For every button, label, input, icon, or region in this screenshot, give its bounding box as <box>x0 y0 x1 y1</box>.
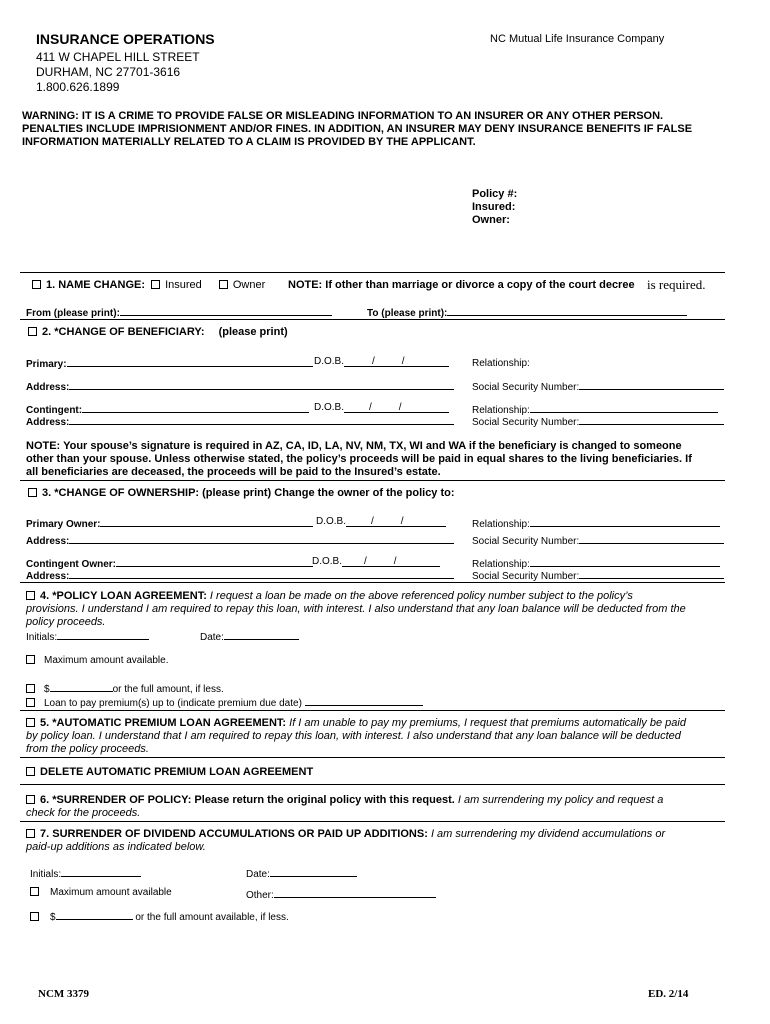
section-divider <box>20 757 725 758</box>
relationship-label: Relationship: <box>472 519 530 530</box>
dividend-amount-row <box>30 909 289 923</box>
loan-max-row <box>26 655 169 666</box>
contingent-owner-label: Contingent Owner: <box>26 559 116 570</box>
apl-line-2: by policy loan. I understand that I am required to repay this loan, with interest. I also understand that any loan balance will be deducted <box>26 730 681 742</box>
loan-premium-checkbox[interactable] <box>26 698 35 707</box>
loan-initials-field[interactable] <box>57 629 149 640</box>
from-name-row <box>26 305 332 319</box>
loan-agreement-text: I request a loan be made on the above referenced policy number subject to the policy’s <box>209 590 633 602</box>
address-label: Address: <box>26 536 70 547</box>
relationship-label: Relationship: <box>472 405 530 416</box>
owner-label: Owner: <box>472 214 510 226</box>
ssn-label: Social Security Number: <box>472 536 580 547</box>
section-divider <box>20 582 725 583</box>
warning-line-2: PENALTIES INCLUDE IMPRISIONMENT AND/OR FINES. IN ADDITION, AN INSURER MAY DENY INSURANCE BENEFITS IF FALSE <box>22 123 693 135</box>
contingent-owner-relationship-field[interactable] <box>530 556 720 567</box>
dividend-max-checkbox[interactable] <box>30 887 39 896</box>
contingent-address-field[interactable] <box>69 414 454 425</box>
ownership-heading <box>28 487 455 499</box>
primary-row <box>26 356 313 370</box>
section-divider <box>20 272 725 273</box>
phone-number: 1.800.626.1899 <box>36 80 120 94</box>
premium-due-date-field[interactable] <box>305 695 423 706</box>
primary-label: Primary: <box>26 359 67 370</box>
dob-label: D.O.B. <box>316 516 347 527</box>
warning-line-1: WARNING: IT IS A CRIME TO PROVIDE FALSE OR MISLEADING INFORMATION TO AN INSURER OR ANY OTHER PERSON. <box>22 110 664 122</box>
contingent-owner-address-row <box>26 568 454 582</box>
owner-ssn-field[interactable] <box>579 533 724 544</box>
contingent-owner-dob-field[interactable]: / / <box>342 556 440 567</box>
dividend-amount-field[interactable] <box>56 909 133 920</box>
owner-option-label: Owner <box>232 279 266 291</box>
dividend-other-row <box>246 887 436 901</box>
apl-line-1 <box>26 717 686 729</box>
contingent-owner-field[interactable] <box>116 556 313 567</box>
primary-address-row <box>26 379 454 393</box>
loan-amount-row <box>26 681 224 695</box>
loan-amount-checkbox[interactable] <box>26 684 35 693</box>
dob-label: D.O.B. <box>312 556 343 567</box>
contingent-field[interactable] <box>82 402 309 413</box>
name-change-title: 1. NAME CHANGE: <box>46 279 146 291</box>
surrender-title: 6. *SURRENDER OF POLICY: Please return the original policy with this request. <box>40 794 455 806</box>
section-divider <box>20 480 725 481</box>
address-line-2: DURHAM, NC 27701-3616 <box>36 65 181 79</box>
contingent-label: Contingent: <box>26 405 83 416</box>
dividend-date-row <box>246 866 357 880</box>
primary-field[interactable] <box>67 356 313 367</box>
form-edition: ED. 2/14 <box>648 988 689 1000</box>
loan-premium-row <box>26 695 423 709</box>
contingent-owner-ssn-row <box>472 568 724 582</box>
to-name-row <box>367 305 687 319</box>
loan-agreement-line-1 <box>26 590 633 602</box>
contingent-ssn-field[interactable] <box>579 414 724 425</box>
warning-line-3: INFORMATION MATERIALLY RELATED TO A CLAIM IS PROVIDED BY THE APPLICANT. <box>22 136 476 148</box>
delete-apl-label: DELETE AUTOMATIC PREMIUM LOAN AGREEMENT <box>40 766 314 778</box>
owner-relationship-field[interactable] <box>530 516 720 527</box>
loan-agreement-line-3: policy proceeds. <box>26 616 106 628</box>
relationship-label: Relationship: <box>472 559 530 570</box>
owner-dob-row <box>316 516 446 527</box>
court-decree-note-tail: is required. <box>647 277 706 292</box>
dividend-line-1 <box>26 828 665 840</box>
please-print-label: (please print) <box>218 326 288 338</box>
owner-address-field[interactable] <box>69 533 454 544</box>
ssn-label: Social Security Number: <box>472 571 580 582</box>
loan-amount-field[interactable] <box>50 681 113 692</box>
address-label: Address: <box>26 382 70 393</box>
dividend-checkbox[interactable] <box>26 829 35 838</box>
form-number: NCM 3379 <box>38 988 90 1000</box>
delete-apl-checkbox[interactable] <box>26 767 35 776</box>
from-name-field[interactable] <box>120 305 332 316</box>
section-divider <box>20 710 725 711</box>
dob-label: D.O.B. <box>314 402 345 413</box>
dividend-other-field[interactable] <box>274 887 436 898</box>
name-change-row <box>32 279 265 291</box>
ownership-title: 3. *CHANGE OF OWNERSHIP: (please print) Change the owner of the policy to: <box>42 487 455 499</box>
form-title: INSURANCE OPERATIONS <box>36 31 215 47</box>
surrender-line-1 <box>26 794 663 806</box>
contingent-dob-row <box>314 402 449 413</box>
date-label: Date: <box>200 632 224 643</box>
owner-address-row <box>26 533 454 547</box>
contingent-address-row <box>26 414 454 428</box>
contingent-dob-field[interactable]: / / <box>344 402 449 413</box>
ssn-label: Social Security Number: <box>472 417 580 428</box>
apl-title: 5. *AUTOMATIC PREMIUM LOAN AGREEMENT: <box>40 717 287 729</box>
loan-full-amount-label: or the full amount, if less. <box>112 684 224 695</box>
delete-apl-row <box>26 766 313 778</box>
loan-agreement-checkbox[interactable] <box>26 591 35 600</box>
apl-text: If I am unable to pay my premiums, I request that premiums automatically be paid <box>289 717 686 729</box>
insured-checkbox[interactable] <box>151 280 160 289</box>
dividend-max-row <box>30 887 172 898</box>
to-name-field[interactable] <box>447 305 687 316</box>
owner-checkbox[interactable] <box>219 280 228 289</box>
apl-checkbox[interactable] <box>26 718 35 727</box>
primary-ssn-row <box>472 379 724 393</box>
relationship-label: Relationship: <box>472 358 530 369</box>
address-label: Address: <box>26 571 70 582</box>
loan-premium-label: Loan to pay premium(s) up to (indicate premium due date) <box>44 698 302 709</box>
apl-line-3: from the policy proceeds. <box>26 743 149 755</box>
date-label: Date: <box>246 869 270 880</box>
contingent-owner-ssn-field[interactable] <box>579 568 724 579</box>
spouse-note-line-2: other than your spouse. Unless otherwise stated, the policy’s proceeds will be paid in equal shares to the living beneficiaries. If <box>26 453 692 465</box>
spouse-note-line-3: all beneficiaries are deceased, the proceeds will be paid to the Insured’s estate. <box>26 466 441 478</box>
ownership-checkbox[interactable] <box>28 488 37 497</box>
address-line-1: 411 W CHAPEL HILL STREET <box>36 50 200 64</box>
section-divider <box>20 821 725 822</box>
primary-relationship-field[interactable] <box>530 356 725 366</box>
initials-label: Initials: <box>30 869 62 880</box>
beneficiary-title: 2. *CHANGE OF BENEFICIARY: <box>42 326 205 338</box>
contingent-owner-dob-row <box>312 556 440 567</box>
dob-label: D.O.B. <box>314 356 345 367</box>
contingent-owner-address-field[interactable] <box>69 568 454 579</box>
insured-label: Insured: <box>472 201 516 213</box>
address-label: Address: <box>26 417 70 428</box>
name-change-checkbox[interactable] <box>32 280 41 289</box>
policy-number-label: Policy #: <box>472 188 518 200</box>
owner-dob-field[interactable]: / / <box>346 516 446 527</box>
dividend-initials-row <box>30 866 141 880</box>
court-decree-note: NOTE: If other than marriage or divorce a copy of the court decree <box>288 279 635 291</box>
dividend-title: 7. SURRENDER OF DIVIDEND ACCUMULATIONS OR PAID UP ADDITIONS: <box>40 828 428 840</box>
loan-date-field[interactable] <box>224 629 299 640</box>
initials-label: Initials: <box>26 632 58 643</box>
owner-relationship-row <box>472 516 720 530</box>
primary-owner-label: Primary Owner: <box>26 519 101 530</box>
dividend-initials-field[interactable] <box>61 866 141 877</box>
insured-option-label: Insured <box>165 279 202 291</box>
dividend-text: I am surrendering my dividend accumulations or <box>430 828 666 840</box>
loan-max-checkbox[interactable] <box>26 655 35 664</box>
contingent-relationship-field[interactable] <box>530 402 718 413</box>
company-name: NC Mutual Life Insurance Company <box>490 33 665 45</box>
primary-address-field[interactable] <box>69 379 454 390</box>
section-divider <box>20 784 725 785</box>
beneficiary-checkbox[interactable] <box>28 327 37 336</box>
primary-owner-row <box>26 516 313 530</box>
from-name-label: From (please print): <box>26 308 120 319</box>
primary-dob-field[interactable]: / / <box>344 356 449 367</box>
ssn-label: Social Security Number: <box>472 382 580 393</box>
surrender-checkbox[interactable] <box>26 795 35 804</box>
primary-relationship-row <box>472 356 725 369</box>
to-name-label: To (please print): <box>367 308 448 319</box>
dividend-amount-checkbox[interactable] <box>30 912 39 921</box>
primary-ssn-field[interactable] <box>579 379 724 390</box>
loan-date-row <box>200 629 299 643</box>
loan-max-label: Maximum amount available. <box>44 655 169 666</box>
loan-initials-row <box>26 629 149 643</box>
beneficiary-heading <box>28 326 288 338</box>
loan-agreement-title: 4. *POLICY LOAN AGREEMENT: <box>40 590 207 602</box>
contingent-ssn-row <box>472 414 724 428</box>
loan-agreement-line-2: provisions. I understand I am required to repay this loan, with interest. I also understand that any loan balance will be deducted from the <box>26 603 686 615</box>
dividend-date-field[interactable] <box>270 866 357 877</box>
spouse-note-line-1: NOTE: Your spouse’s signature is required in AZ, CA, ID, LA, NV, NM, TX, WI and WA if the beneficiary is changed to someone <box>26 440 682 452</box>
primary-owner-field[interactable] <box>100 516 313 527</box>
surrender-line-2: check for the proceeds. <box>26 807 141 819</box>
dividend-full-amount-label: or the full amount available, if less. <box>135 912 289 923</box>
dollar-sign: $ <box>44 684 50 695</box>
surrender-text: I am surrendering my policy and request a <box>457 794 664 806</box>
other-label: Other: <box>246 890 274 901</box>
dividend-max-label: Maximum amount available <box>50 887 172 898</box>
dividend-line-2: paid-up additions as indicated below. <box>26 841 206 853</box>
owner-ssn-row <box>472 533 724 547</box>
dollar-sign: $ <box>50 912 56 923</box>
primary-dob-row <box>314 356 449 367</box>
section-divider <box>20 319 725 320</box>
